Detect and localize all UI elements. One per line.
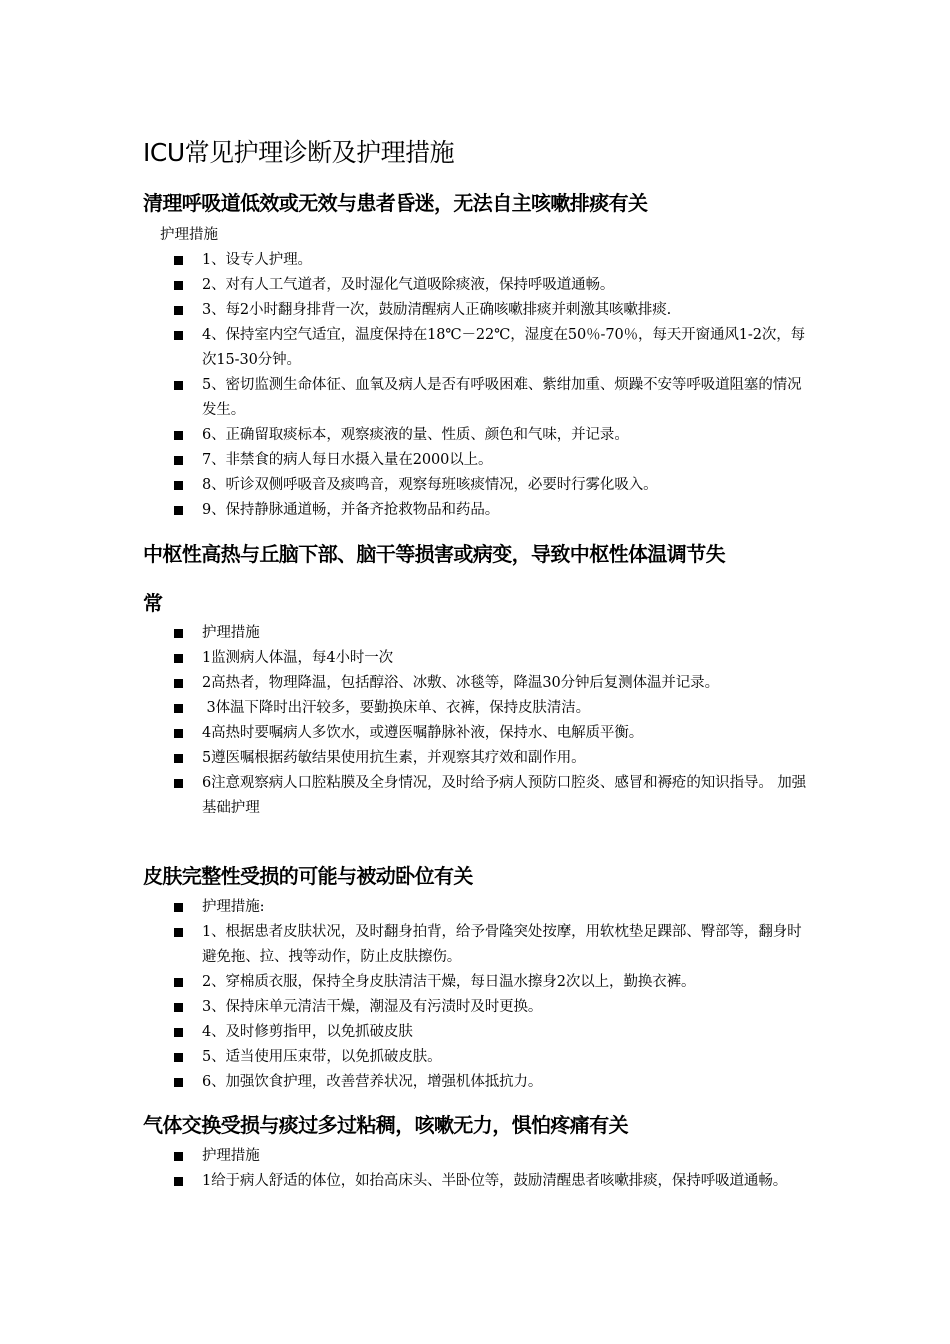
square-bullet-icon	[174, 903, 183, 912]
square-bullet-icon	[174, 654, 183, 663]
section-2-heading-line-2: 常	[143, 591, 163, 615]
list-item: 8、听诊双侧呼吸音及痰鸣音，观察每班咳痰情况，必要时行雾化吸入。	[0, 473, 810, 498]
section-2-list	[0, 621, 810, 821]
list-item: 1、根据患者皮肤状况，及时翻身拍背，给予骨隆突处按摩，用软枕垫足踝部、臀部等，翻身时避免拖、拉、拽等动作，防止皮肤擦伤。	[0, 920, 810, 970]
document-title: ICU常见护理诊断及护理措施	[143, 138, 455, 167]
square-bullet-icon	[174, 629, 183, 638]
list-item: 护理措施	[0, 1144, 810, 1169]
section-1-list	[0, 248, 810, 523]
square-bullet-icon	[174, 928, 183, 937]
square-bullet-icon	[174, 256, 183, 265]
list-item: 护理措施	[0, 621, 810, 646]
section-1-heading: 清理呼吸道低效或无效与患者昏迷，无法自主咳嗽排痰有关	[143, 191, 648, 215]
section-4-list	[0, 1144, 810, 1194]
list-item: 1监测病人体温，每4小时一次	[0, 646, 810, 671]
section-1-sublabel: 护理措施	[160, 227, 218, 243]
square-bullet-icon	[174, 978, 183, 987]
list-item: 6注意观察病人口腔粘膜及全身情况，及时给予病人预防口腔炎、感冒和褥疮的知识指导。 加强基础护理	[0, 771, 810, 821]
square-bullet-icon	[174, 331, 183, 340]
list-item: 5、密切监测生命体征、血氧及病人是否有呼吸困难、紫绀加重、烦躁不安等呼吸道阻塞的情况发生。	[0, 373, 810, 423]
square-bullet-icon	[174, 679, 183, 688]
section-4-heading: 气体交换受损与痰过多过粘稠，咳嗽无力，惧怕疼痛有关	[143, 1113, 628, 1137]
square-bullet-icon	[174, 1078, 183, 1087]
square-bullet-icon	[174, 506, 183, 515]
section-2-heading-line-1: 中枢性高热与丘脑下部、脑干等损害或病变，导致中枢性体温调节失	[143, 542, 725, 566]
square-bullet-icon	[174, 754, 183, 763]
square-bullet-icon	[174, 456, 183, 465]
list-item: 4、及时修剪指甲，以免抓破皮肤	[0, 1020, 810, 1045]
list-item: 3、每2小时翻身排背一次，鼓励清醒病人正确咳嗽排痰并刺激其咳嗽排痰.	[0, 298, 810, 323]
list-item: 3体温下降时出汗较多，要勤换床单、衣裤，保持皮肤清洁。	[0, 696, 810, 721]
list-item: 6、加强饮食护理，改善营养状况，增强机体抵抗力。	[0, 1070, 810, 1095]
square-bullet-icon	[174, 306, 183, 315]
list-item: 7、非禁食的病人每日水摄入量在2000以上。	[0, 448, 810, 473]
square-bullet-icon	[174, 381, 183, 390]
square-bullet-icon	[174, 431, 183, 440]
square-bullet-icon	[174, 1028, 183, 1037]
list-item: 4高热时要嘱病人多饮水，或遵医嘱静脉补液，保持水、电解质平衡。	[0, 721, 810, 746]
list-item: 1、设专人护理。	[0, 248, 810, 273]
section-3-heading: 皮肤完整性受损的可能与被动卧位有关	[143, 864, 473, 888]
list-item: 2、对有人工气道者，及时湿化气道吸除痰液，保持呼吸道通畅。	[0, 273, 810, 298]
list-item: 3、保持床单元清洁干燥，潮湿及有污渍时及时更换。	[0, 995, 810, 1020]
list-item: 2、穿棉质衣服，保持全身皮肤清洁干燥，每日温水擦身2次以上，勤换衣裤。	[0, 970, 810, 995]
list-item: 护理措施:	[0, 895, 810, 920]
square-bullet-icon	[174, 1152, 183, 1161]
list-item: 4、保持室内空气适宜，温度保持在18℃－22℃，湿度在50％-70％，每天开窗通风1-2次，每次15-30分钟。	[0, 323, 810, 373]
list-item: 1给于病人舒适的体位，如抬高床头、半卧位等，鼓励清醒患者咳嗽排痰，保持呼吸道通畅。	[0, 1169, 810, 1194]
list-item: 9、保持静脉通道畅，并备齐抢救物品和药品。	[0, 498, 810, 523]
square-bullet-icon	[174, 1177, 183, 1186]
square-bullet-icon	[174, 1003, 183, 1012]
list-item: 2高热者，物理降温，包括醇浴、冰敷、冰毯等，降温30分钟后复测体温并记录。	[0, 671, 810, 696]
list-item: 6、正确留取痰标本，观察痰液的量、性质、颜色和气味，并记录。	[0, 423, 810, 448]
square-bullet-icon	[174, 1053, 183, 1062]
square-bullet-icon	[174, 481, 183, 490]
square-bullet-icon	[174, 281, 183, 290]
square-bullet-icon	[174, 779, 183, 788]
square-bullet-icon	[174, 729, 183, 738]
square-bullet-icon	[174, 704, 183, 713]
section-3-list	[0, 895, 810, 1095]
list-item: 5、适当使用压束带，以免抓破皮肤。	[0, 1045, 810, 1070]
list-item: 5遵医嘱根据药敏结果使用抗生素，并观察其疗效和副作用。	[0, 746, 810, 771]
